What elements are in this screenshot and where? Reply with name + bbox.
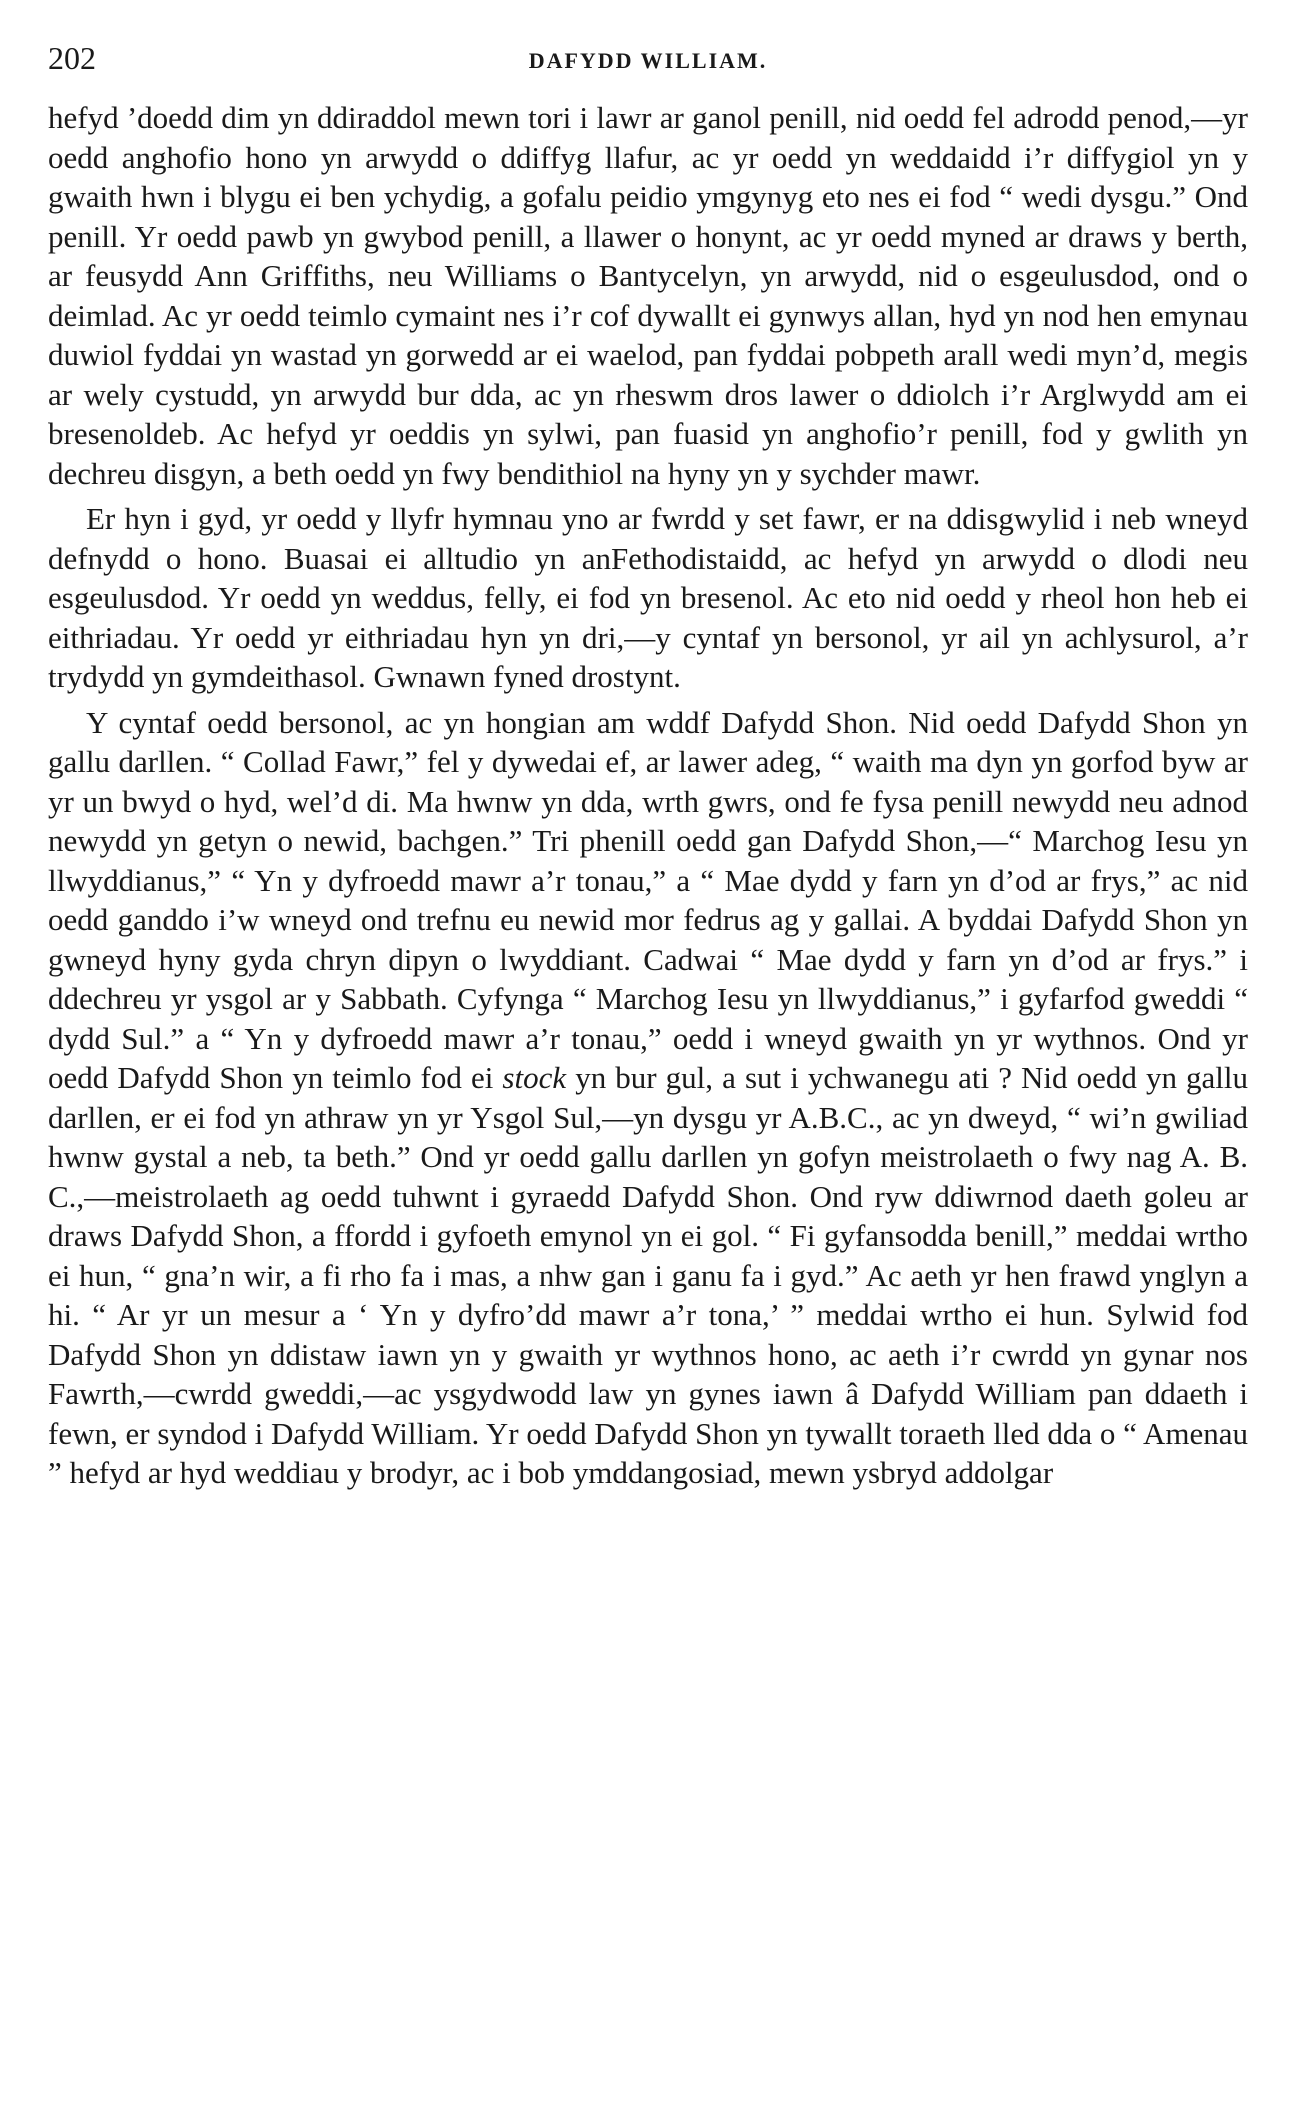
paragraph-2: Er hyn i gyd, yr oedd y llyfr hymnau yno ar fwrdd y set fawr, er na ddisgwylid i neb wneyd defnydd o hono. Buasai ei alltudio yn anFethodistaidd, ac hefyd yn arwydd o dlodi neu esgeulusdod. Yr oedd yn weddus, felly, ei fod yn bresenol. Ac eto nid oedd y rheol hon heb ei eithriadau. Yr oedd yr eithriadau hyn yn dri,—y cyntaf yn bersonol, yr ail yn achlysurol, a’r trydydd yn gymdeithasol. Gwnawn fyned drostynt. bbox=[48, 501, 1248, 694]
running-title: DAFYDD WILLIAM. bbox=[528, 48, 768, 73]
paragraph-3-text-start: Y cyntaf oedd bersonol, ac yn hongian am wddf Dafydd Shon. Nid oedd Dafydd Shon yn gallu darllen. “ Collad Fawr,” fel y dywedai ef, ar lawer adeg, “ waith ma dyn yn gorfod byw ar yr un bwyd o hyd, wel’d di. Ma hwnw yn dda, wrth gwrs, ond fe fysa penill newydd neu adnod newydd yn getyn o newid, bachgen.” Tri phenill oedd gan Dafydd Shon,—“ Marchog Iesu yn llwyddianus,” “ Yn y dyfroedd mawr a’r tonau,” a “ Mae dydd y farn yn d’od ar frys,” ac nid oedd ganddo i’w wneyd ond trefnu eu newid mor fedrus ag y gallai. A byddai Dafydd Shon yn gwneyd hyny gyda chryn dipyn o lwyddiant. Cadwai “ Mae dydd y farn yn d’od ar frys.” i ddechreu yr ysgol ar y Sabbath. Cyfynga “ Marchog Iesu yn llwyddianus,” i gyfarfod gweddi “ dydd Sul.” a “ Yn y dyfroedd mawr a’r tonau,” oedd i wneyd gwaith yn yr wythnos. Ond yr oedd Dafydd Shon yn teimlo fod ei bbox=[48, 704, 1248, 1095]
paragraph-3-text-end: yn bur gul, a sut i ychwanegu ati ? Nid oedd yn gallu darllen, er ei fod yn athraw yn yr Ysgol Sul,—yn dysgu yr A.B.C., ac yn dweyd, “ wi’n gwiliad hwnw gystal a neb, ta beth.” Ond yr oedd gallu darllen yn gofyn meistrolaeth o fwy nag A. B. C.,—meistrolaeth ag oedd tuhwnt i gyraedd Dafydd Shon. Ond ryw ddiwrnod daeth goleu ar draws Dafydd Shon, a ffordd i gyfoeth emynol yn ei gol. “ Fi gyfansodda benill,” meddai wrtho ei hun, “ gna’n wir, a fi rho fa i mas, a nhw gan i ganu fa i gyd.” Ac aeth yr hen frawd ynglyn a hi. “ Ar yr un mesur a ‘ Yn y dyfro’dd mawr a’r tona,’ ” meddai wrtho ei hun. Sylwid fod Dafydd Shon yn ddistaw iawn yn y gwaith yr wythnos hono, ac aeth i’r cwrdd yn gynar nos Fawrth,—cwrdd gweddi,—ac ysgydwodd law yn gynes iawn â Dafydd William pan ddaeth i fewn, er syndod i Dafydd William. Yr oedd Dafydd Shon yn tywallt toraeth lled dda o “ Amenau ” hefyd ar hyd weddiau y brodyr, ac i bob ymddangosiad, mewn ysbryd addolgar bbox=[48, 1060, 1249, 1490]
page-number: 202 bbox=[48, 40, 96, 76]
paragraph-1: hefyd ’doedd dim yn ddiraddol mewn tori i lawr ar ganol penill, nid oedd fel adrodd penod,—yr oedd anghofio hono yn arwydd o ddiffyg llafur, ac yr oedd yn weddaidd i’r diffygiol yn y gwaith hwn i blygu ei ben ychydig, a gofalu peidio ymgynyg eto nes ei fod “ wedi dysgu.” Ond penill. Yr oedd pawb yn gwybod penill, a llawer o honynt, ac yr oedd myned ar draws y berth, ar feusydd Ann Griffiths, neu Williams o Bantycelyn, yn arwydd, nid o esgeulusdod, ond o deimlad. Ac yr oedd teimlo cymaint nes i’r cof dywallt ei gynwys allan, hyd yn nod hen emynau duwiol fyddai yn wastad yn gorwedd ar ei waelod, pan fyddai pobpeth arall wedi myn’d, megis ar wely cystudd, yn arwydd bur dda, ac yn rheswm dros lawer o ddiolch i’r Arglwydd am ei bresenoldeb. Ac hefyd yr oeddis yn sylwi, pan fuasid yn anghofio’r penill, fod y gwlith yn dechreu disgyn, a beth oedd yn fwy bendithiol na hyny yn y sychder mawr. bbox=[48, 100, 1248, 491]
italic-word: stock bbox=[502, 1060, 567, 1095]
paragraph-3 bbox=[48, 703, 1248, 1493]
body-text bbox=[48, 98, 1248, 1493]
running-head bbox=[48, 40, 1248, 88]
book-page bbox=[48, 40, 1248, 1499]
